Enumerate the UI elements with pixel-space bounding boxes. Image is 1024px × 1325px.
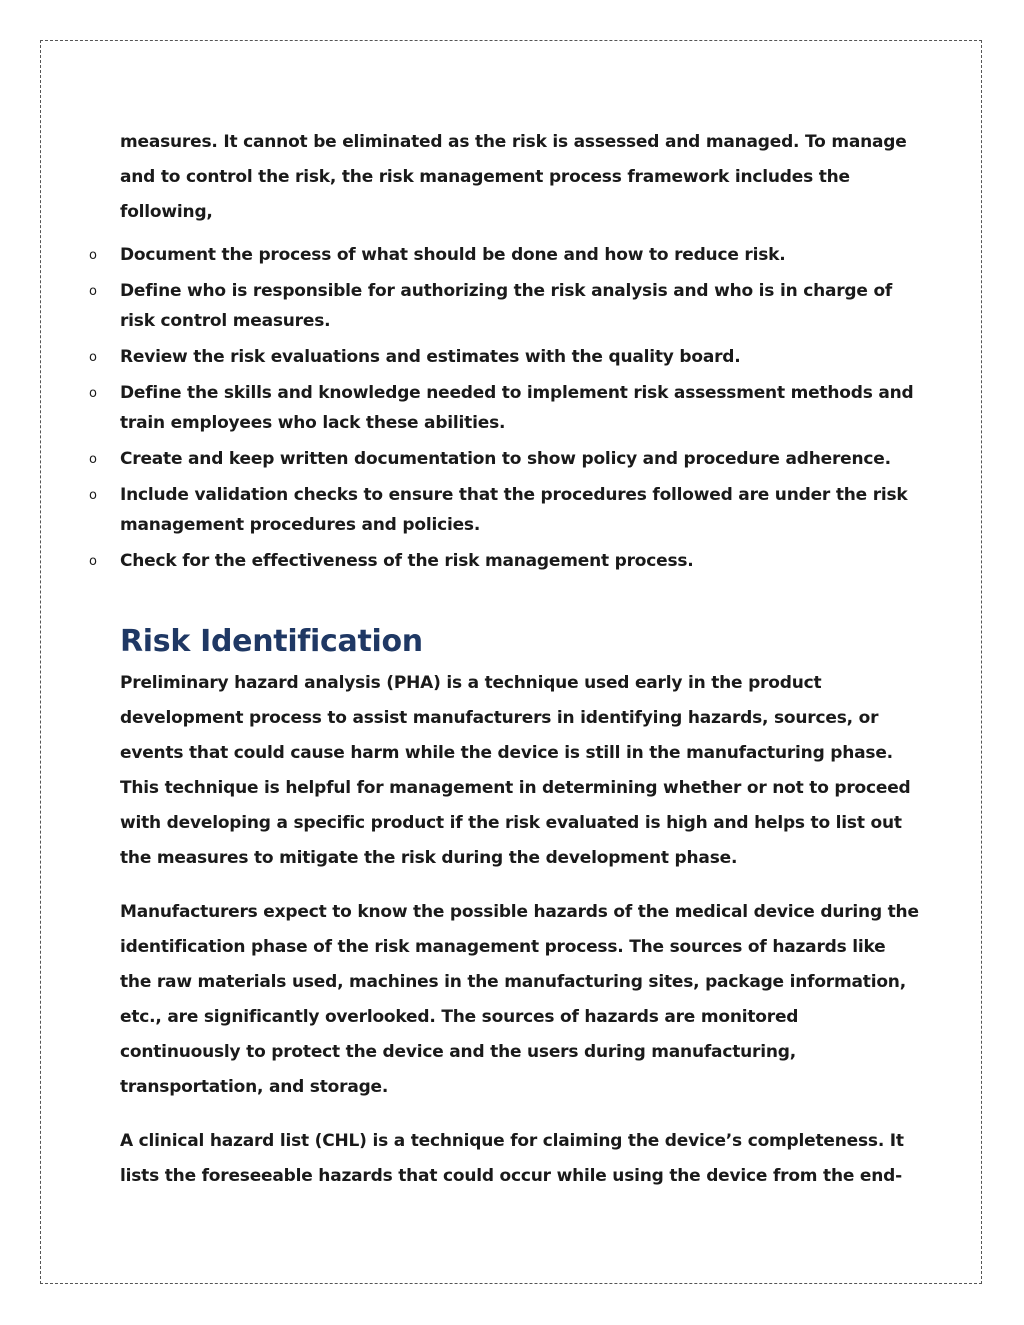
list-item: [89, 378, 920, 438]
section-heading: Risk Identification: [120, 624, 423, 659]
list-item-text: Document the process of what should be done and how to reduce risk.: [120, 245, 786, 265]
bullet-marker: o: [89, 488, 97, 503]
document-body: [89, 125, 920, 1194]
list-item: [89, 276, 920, 336]
list-item-text: Check for the effectiveness of the risk management process.: [120, 551, 694, 571]
list-item-text: Include validation checks to ensure that the procedures followed are under the risk management procedures and policies.: [120, 485, 908, 535]
bullet-marker: o: [89, 386, 97, 401]
bullet-marker: o: [89, 350, 97, 365]
bullet-marker: o: [89, 284, 97, 299]
bullet-marker: o: [89, 452, 97, 467]
list-item: [89, 240, 920, 270]
framework-bullet-list: [89, 240, 920, 576]
list-item-text: Define the skills and knowledge needed to implement risk assessment methods and train employees who lack these abilities.: [120, 383, 914, 433]
bullet-marker: o: [89, 248, 97, 263]
intro-paragraph: measures. It cannot be eliminated as the risk is assessed and managed. To manage and to control the risk, the risk management process framework includes the following,: [120, 132, 907, 222]
body-paragraph: Manufacturers expect to know the possible hazards of the medical device during the identification phase of the risk management process. The sources of hazards like the raw materials used, machines in the manufacturing sites, package information, etc., are significantly overlooked. The sources of hazards are monitored continuously to protect the device and the users during manufacturing, transportation, and storage.: [120, 902, 919, 1097]
list-item: [89, 480, 920, 540]
body-paragraph: Preliminary hazard analysis (PHA) is a technique used early in the product development process to assist manufacturers in identifying hazards, sources, or events that could cause harm while the device is still in the manufacturing phase. This technique is helpful for management in determining whether or not to proceed with developing a specific product if the risk evaluated is high and helps to list out the measures to mitigate the risk during the development phase.: [120, 673, 911, 868]
list-item-text: Review the risk evaluations and estimates with the quality board.: [120, 347, 741, 367]
list-item: [89, 546, 920, 576]
list-item: [89, 342, 920, 372]
list-item: [89, 444, 920, 474]
body-paragraph: A clinical hazard list (CHL) is a technique for claiming the device’s completeness. It lists the foreseeable hazards that could occur while using the device from the end-: [120, 1131, 904, 1186]
bullet-marker: o: [89, 554, 97, 569]
list-item-text: Define who is responsible for authorizing the risk analysis and who is in charge of risk control measures.: [120, 281, 893, 331]
list-item-text: Create and keep written documentation to show policy and procedure adherence.: [120, 449, 891, 469]
